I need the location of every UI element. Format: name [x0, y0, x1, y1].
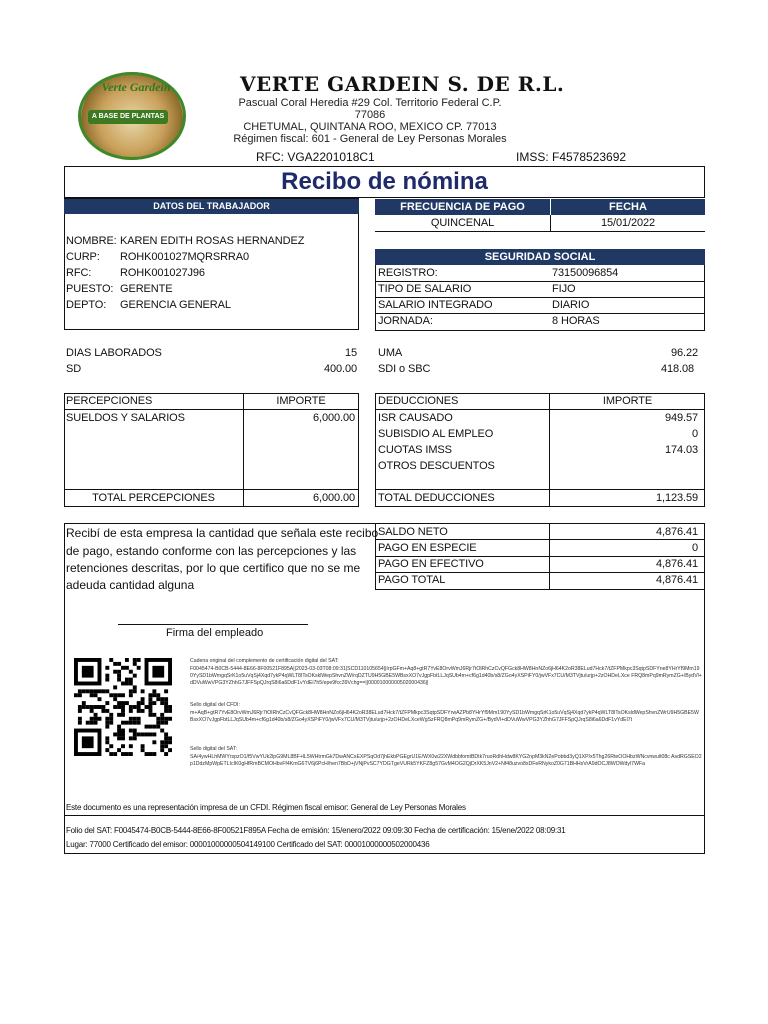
sello-cfdi-text: m+AqB+gtR7YvE8OrvWmJ6Rjr7tOlRhCzCvQFGck8HW8HnNZo6jH64K2oR38ELud7Hck7/tZFPMkpc3SqtpSDFYrwAZPb8YHrYf9Mm190YySD1bWmgqSrK1o5uVqSj4Xqd7ykP4qWLT8ITsOKsldWepShvnZWrU9H5GBE5WBsxXO7vJgpFbtLLJqSUb4m+cf6g1d40b/s8/ZGo4yXSPiFY0/jwVFx7CU/M3TVjtu/urjp+2zOHDeLXceWgSzFRQ8mPq9mRymZG+/BydVl+dDVuWwVPG3YZhhG7JFFSpQJrqS8i6a6DdF1vYdEl7t [190, 710, 699, 723]
percepcion-amount: 6,000.00 [312, 412, 355, 424]
social-label-registro: REGISTRO: [378, 267, 438, 279]
sd-label: SD [66, 363, 82, 375]
totals-line-2 [375, 556, 705, 557]
worker-value-depto: GERENCIA GENERAL [120, 299, 231, 311]
uma-value: 96.22 [670, 347, 698, 359]
percepcion-label: SUELDOS Y SALARIOS [66, 412, 185, 424]
deducciones-header-line [375, 409, 705, 410]
cadena-text: F0045474-B0CB-5444-8E66-8F00521F895A||2023-03-03T08:09:31|SCD110105654||IrpGFm+Aq8+gtR7YvE8OrvWmJ6Rjr7tOlRhCzCvQFGck8HW8HnNZo6jH64K2oR38ELud7Hck7/tZFPMkpc3SqtpSDFYne8YHrYf9Mm190YySD1bWmgqSrK1o5uVqSj4Xqd7ykP4qWLT8ITsOKsklWepShvnZW/rqDZTU9H5GBE5WBsxXO7vJgpFbtLLJqSUb4m+cf6g1d40b/s8/ZGo4yXSPiFY0/jwVFx7CU/M3TVjtu/urjp+2zOHDeLXce FRQ8mPq9mRymZG+/BydVl+dDVuWwVPG3YZhhG7JFFSpQJrqS8i6a6DdF1vYdEi7h5/epe9fcc39Vchg==||00001000000502000436|| [190, 666, 702, 686]
pay-frequency-header: FRECUENCIA DE PAGO [375, 199, 550, 215]
pay-date-value: 15/01/2022 [600, 217, 656, 229]
footer-line3: Lugar: 77000 Certificado del emisor: 00001000000504149100 Certificado del SAT: 00001000000502000436 [66, 840, 430, 849]
worker-value-puesto: GERENTE [120, 283, 173, 295]
statement-line4: adeuda cantidad alguna [66, 578, 195, 592]
totals-label-efectivo: PAGO EN EFECTIVO [378, 558, 484, 570]
logo-band: A BASE DE PLANTAS [88, 110, 168, 124]
totals-line-1 [375, 539, 705, 540]
sello-sat-text: SA/4ywHLhMWYrspzO1/f5VwYUk2lpG9ML8BF+lL5WHtrmGk7DwANCxEXPSqOd7jhEkbPGEgrU1E/WX0w22XWdbbfomtBDtk7ruoRdhHdw8KYG2npM3kN2ePobbd3yQ1XP/x5Thg26RteOOHbzWNcvnwult08c AsdRGSEO2p1DdzMpWpETLIcIK0gHfRmBCMOHbvFf4KmG6TV6j6PcH/hen7BbD+jVNjPvSC7YDGTgeVURk5YKFZ8g57GvM4OG2QjDrXK5JnV2+Nf48uzvo8xDFeRNykoZ0G71BHHsVrA9dOCJ8WOWdyl7WFa [190, 754, 702, 767]
company-address-line3: CHETUMAL, QUINTANA ROO, MEXICO CP. 77013 [243, 121, 497, 133]
percepciones-total-amount: 6,000.00 [312, 492, 355, 504]
deducciones-total-label: TOTAL DEDUCCIONES [378, 492, 495, 504]
sdi-label: SDI o SBC [378, 363, 431, 375]
totals-amount-especie: 0 [691, 542, 698, 554]
signature-label: Firma del empleado [166, 627, 264, 639]
statement-line1: Recibí de esta empresa la cantidad que señala este recibo [66, 526, 379, 540]
social-value-registro: 73150096854 [552, 267, 619, 279]
deduccion-amount-imss: 174.03 [664, 444, 698, 456]
dias-label: DIAS LABORADOS [66, 347, 162, 359]
deducciones-total-line [375, 489, 705, 490]
pay-frequency-value: QUINCENAL [430, 217, 495, 229]
uma-label: UMA [378, 347, 403, 359]
deduccion-amount-isr: 949.57 [664, 412, 698, 424]
footer-line1: Este documento es una representación impresa de un CFDI. Régimen fiscal emisor: General de Ley Personas Morales [66, 803, 466, 812]
worker-label-puesto: PUESTO: [66, 283, 114, 295]
sd-value: 400.00 [323, 363, 357, 375]
deducciones-total-amount: 1,123.59 [655, 492, 698, 504]
percepciones-header-label: PERCEPCIONES [66, 395, 153, 407]
deduccion-label-imss: CUOTAS IMSS [378, 444, 452, 456]
signature-line [118, 624, 308, 625]
worker-label-curp: CURP: [66, 251, 100, 263]
worker-section-header: DATOS DEL TRABAJADOR [64, 199, 359, 214]
statement-line2: de pago, estando conforme con las percepciones y las [66, 544, 357, 558]
pay-date-header: FECHA [551, 199, 705, 215]
totals-line-3 [375, 572, 705, 573]
company-imss: IMSS: F4578523692 [516, 150, 627, 164]
worker-label-nombre: NOMBRE: [66, 235, 117, 247]
social-label-salario: SALARIO INTEGRADO [378, 299, 493, 311]
totals-bottom-line [375, 589, 705, 590]
qr-code [74, 658, 172, 756]
social-value-salario: DIARIO [552, 299, 590, 311]
company-name: VERTE GARDEIN S. DE R.L. [240, 72, 565, 96]
company-address-line2: 77086 [354, 109, 386, 121]
dias-value: 15 [344, 347, 357, 359]
social-line-2 [375, 297, 705, 298]
deduccion-label-subsidio: SUBISDIO AL EMPLEO [378, 428, 494, 440]
social-line-3 [375, 313, 705, 314]
company-rfc: RFC: VGA2201018C1 [256, 150, 375, 164]
deduccion-amount-subsidio: 0 [691, 428, 698, 440]
company-regime: Régimen fiscal: 601 - General de Ley Personas Morales [233, 133, 507, 145]
cadena-label: Cadena original del complemento de certificación digital del SAT: [190, 658, 339, 664]
totals-label-saldo: SALDO NETO [378, 526, 448, 538]
percepciones-header-amount: IMPORTE [276, 395, 326, 407]
worker-value-curp: ROHK001027MQRSRRA0 [120, 251, 250, 263]
social-label-jornada: JORNADA: [378, 315, 433, 327]
worker-value-rfc: ROHK001027J96 [120, 267, 205, 279]
social-section-header: SEGURIDAD SOCIAL [375, 249, 705, 265]
deduccion-label-isr: ISR CAUSADO [378, 412, 453, 424]
sello-sat-label: Sello digital del SAT: [190, 746, 237, 752]
percepciones-total-line [64, 489, 359, 490]
statement-line3: retenciones descritas, por lo que certifico que no se me [66, 561, 361, 575]
sello-cfdi-label: Sello digital del CFDI: [190, 702, 240, 708]
percepciones-divider [243, 393, 244, 507]
deducciones-header-label: DEDUCCIONES [378, 395, 459, 407]
social-line-1 [375, 281, 705, 282]
logo-title: Verte Gardein [101, 80, 171, 94]
social-value-tipo: FIJO [552, 283, 576, 295]
social-value-jornada: 8 HORAS [552, 315, 600, 327]
company-address-line1: Pascual Coral Heredia #29 Col. Territorio Federal C.P. [238, 97, 502, 109]
totals-amount-total: 4,876.41 [655, 574, 698, 586]
totals-amount-saldo: 4,876.41 [655, 526, 698, 538]
footer-line2: Folio del SAT: F0045474-B0CB-5444-8E66-8F00521F895A Fecha de emisión: 15/enero/2022 09:09:30 Fecha de certificación: 15/ene/2022 08:09:31 [66, 826, 566, 835]
totals-label-total: PAGO TOTAL [378, 574, 446, 586]
percepciones-header-line [64, 409, 359, 410]
worker-label-rfc: RFC: [66, 267, 92, 279]
totals-amount-efectivo: 4,876.41 [655, 558, 698, 570]
deduccion-label-otros: OTROS DESCUENTOS [378, 460, 495, 472]
worker-label-depto: DEPTO: [66, 299, 107, 311]
sdi-value: 418.08 [660, 363, 694, 375]
totals-label-especie: PAGO EN ESPECIE [378, 542, 477, 554]
deducciones-header-amount: IMPORTE [602, 395, 653, 407]
page-title: Recibo de nómina [281, 168, 488, 195]
percepciones-total-label: TOTAL PERCEPCIONES [92, 492, 215, 504]
social-label-tipo: TIPO DE SALARIO [378, 283, 472, 295]
worker-value-nombre: KAREN EDITH ROSAS HERNANDEZ [120, 235, 305, 247]
